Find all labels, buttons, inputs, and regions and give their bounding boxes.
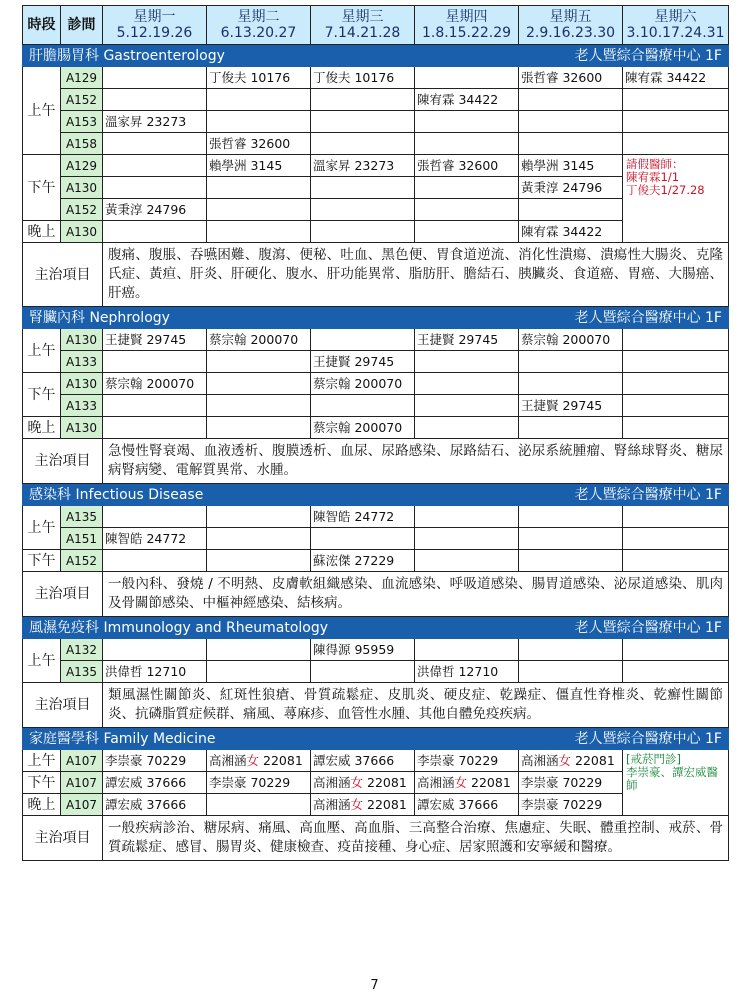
- main-items-text: 一般疾病診治、糖尿病、痛風、高血壓、高血脂、三高整合治療、焦慮症、失眠、體重控制、戒菸、骨質疏鬆症、感冒、腸胃炎、健康檢查、疫苗接種、身心症、居家照護和安寧緩和醫療。: [103, 816, 729, 861]
- slot-cell: 黃秉淳 24796: [103, 199, 207, 221]
- period-cell: 晚上: [23, 417, 61, 439]
- room-cell: A133: [61, 351, 103, 373]
- main-items-row: [23, 816, 729, 861]
- slot-cell: 王捷賢 29745: [311, 351, 415, 373]
- room-cell: A153: [61, 111, 103, 133]
- room-cell: A152: [61, 199, 103, 221]
- room-cell: A152: [61, 89, 103, 111]
- dept-location: 老人暨綜合醫療中心 1F: [574, 486, 722, 503]
- room-cell: A130: [61, 221, 103, 243]
- main-items-row: [23, 439, 729, 484]
- main-items-label: 主治項目: [23, 683, 103, 728]
- slot-cell: [519, 89, 623, 111]
- table-row: [23, 111, 729, 133]
- table-row: [23, 133, 729, 155]
- room-cell: A107: [61, 772, 103, 794]
- slot-cell: [415, 528, 519, 550]
- slot-cell: [103, 351, 207, 373]
- main-items-label: 主治項目: [23, 439, 103, 484]
- slot-cell: 陳宥霖 34422: [623, 67, 729, 89]
- dept-location: 老人暨綜合醫療中心 1F: [574, 309, 722, 326]
- day-header-thu: 星期四 1.8.15.22.29: [415, 6, 519, 45]
- slot-cell: [623, 133, 729, 155]
- slot-cell: [207, 221, 311, 243]
- slot-cell: [103, 177, 207, 199]
- dept-header-nephro: [23, 307, 729, 329]
- slot-cell: [519, 506, 623, 528]
- slot-cell: 賴學洲 3145: [519, 155, 623, 177]
- slot-cell: [415, 395, 519, 417]
- table-row: [23, 373, 729, 395]
- slot-cell: [623, 661, 729, 683]
- slot-cell: [207, 111, 311, 133]
- slot-cell: [207, 506, 311, 528]
- slot-cell: [207, 89, 311, 111]
- period-cell: 下午: [23, 155, 61, 221]
- day-header-sat: 星期六 3.10.17.24.31: [623, 6, 729, 45]
- slot-cell: 高湘涵女 22081: [207, 750, 311, 772]
- slot-cell: 洪偉哲 12710: [415, 661, 519, 683]
- table-row: [23, 395, 729, 417]
- main-items-label: 主治項目: [23, 572, 103, 617]
- slot-cell: [415, 506, 519, 528]
- slot-cell: 陳智皓 24772: [103, 528, 207, 550]
- slot-cell: 高湘涵女 22081: [311, 772, 415, 794]
- slot-cell: [415, 177, 519, 199]
- slot-cell: [311, 528, 415, 550]
- table-row: [23, 506, 729, 528]
- dept-title: 肝膽腸胃科 Gastroenterology: [29, 47, 225, 64]
- slot-cell: [311, 199, 415, 221]
- slot-cell: [207, 373, 311, 395]
- table-row: [23, 550, 729, 572]
- main-items-label: 主治項目: [23, 243, 103, 307]
- slot-cell: [415, 111, 519, 133]
- day-header-tue: 星期二 6.13.20.27: [207, 6, 311, 45]
- table-row: [23, 67, 729, 89]
- slot-cell: 譚宏威 37666: [103, 794, 207, 816]
- main-items-text: 類風濕性關節炎、紅斑性狼瘡、骨質疏鬆症、皮肌炎、硬皮症、乾躁症、僵直性脊椎炎、乾癬性關節炎、抗磷脂質症候群、痛風、蕁麻疹、血管性水腫、其他自體免疫疾病。: [103, 683, 729, 728]
- slot-cell: [207, 351, 311, 373]
- slot-cell: 李崇豪 70229: [207, 772, 311, 794]
- slot-cell: [311, 661, 415, 683]
- period-cell: 下午: [23, 373, 61, 417]
- table-row: [23, 155, 729, 177]
- period-cell: 上午: [23, 639, 61, 683]
- room-cell: A152: [61, 550, 103, 572]
- day-header-fri: 星期五 2.9.16.23.30: [519, 6, 623, 45]
- table-row: [23, 639, 729, 661]
- slot-cell: 譚宏威 37666: [103, 772, 207, 794]
- slot-cell: [519, 550, 623, 572]
- slot-cell: [623, 395, 729, 417]
- slot-cell: 王捷賢 29745: [415, 329, 519, 351]
- slot-cell: [207, 417, 311, 439]
- room-cell: A107: [61, 794, 103, 816]
- period-cell: 下午: [23, 550, 61, 572]
- slot-cell: [415, 550, 519, 572]
- slot-cell: [415, 373, 519, 395]
- slot-cell: [519, 111, 623, 133]
- leave-notice-line: 陳宥霖1/1: [626, 170, 680, 184]
- slot-cell: [103, 133, 207, 155]
- slot-cell: [415, 351, 519, 373]
- dept-header-family: [23, 728, 729, 750]
- slot-cell: 溫家昇 23273: [103, 111, 207, 133]
- slot-cell: [103, 550, 207, 572]
- slot-cell: [311, 111, 415, 133]
- main-items-row: [23, 683, 729, 728]
- slot-cell: [103, 506, 207, 528]
- slot-cell: [519, 373, 623, 395]
- period-header: 時段: [23, 6, 61, 45]
- slot-cell: 李崇豪 70229: [519, 794, 623, 816]
- slot-cell: [519, 639, 623, 661]
- smoking-cessation-doctors: 李崇豪、譚宏威醫師: [626, 765, 718, 792]
- slot-cell: [311, 133, 415, 155]
- slot-cell: [415, 133, 519, 155]
- period-cell: 上午: [23, 750, 61, 772]
- main-items-row: [23, 572, 729, 617]
- leave-notice: [623, 155, 729, 243]
- room-cell: A135: [61, 661, 103, 683]
- slot-cell: 李崇豪 70229: [519, 772, 623, 794]
- slot-cell: 陳得源 95959: [311, 639, 415, 661]
- slot-cell: [519, 199, 623, 221]
- slot-cell: [311, 329, 415, 351]
- dept-location: 老人暨綜合醫療中心 1F: [574, 47, 722, 64]
- slot-cell: [519, 661, 623, 683]
- slot-cell: 王捷賢 29745: [519, 395, 623, 417]
- slot-cell: 蔡宗翰 200070: [103, 373, 207, 395]
- slot-cell: 譚宏威 37666: [311, 750, 415, 772]
- room-cell: A135: [61, 506, 103, 528]
- room-cell: A158: [61, 133, 103, 155]
- slot-cell: 陳宥霖 34422: [519, 221, 623, 243]
- slot-cell: 丁俊夫 10176: [311, 67, 415, 89]
- slot-cell: [207, 639, 311, 661]
- day-header-wed: 星期三 7.14.21.28: [311, 6, 415, 45]
- slot-cell: [623, 550, 729, 572]
- slot-cell: 黃秉淳 24796: [519, 177, 623, 199]
- smoking-cessation-title: [戒菸門診]: [626, 752, 681, 766]
- table-row: [23, 89, 729, 111]
- slot-cell: [519, 351, 623, 373]
- slot-cell: [519, 133, 623, 155]
- slot-cell: [207, 199, 311, 221]
- slot-cell: [103, 155, 207, 177]
- period-cell: 上午: [23, 67, 61, 155]
- slot-cell: 高湘涵女 22081: [519, 750, 623, 772]
- room-cell: A129: [61, 155, 103, 177]
- table-row: [23, 329, 729, 351]
- slot-cell: [415, 67, 519, 89]
- slot-cell: [207, 550, 311, 572]
- period-cell: 上午: [23, 329, 61, 373]
- table-row: [23, 750, 729, 772]
- table-row: [23, 661, 729, 683]
- slot-cell: 蔡宗翰 200070: [311, 417, 415, 439]
- slot-cell: 高湘涵女 22081: [311, 794, 415, 816]
- slot-cell: 陳宥霖 34422: [415, 89, 519, 111]
- dept-header-rheumatology: [23, 617, 729, 639]
- slot-cell: [623, 329, 729, 351]
- slot-cell: [519, 417, 623, 439]
- room-cell: A130: [61, 417, 103, 439]
- slot-cell: [103, 395, 207, 417]
- slot-cell: [207, 177, 311, 199]
- slot-cell: [415, 417, 519, 439]
- slot-cell: 張哲睿 32600: [207, 133, 311, 155]
- slot-cell: 洪偉哲 12710: [103, 661, 207, 683]
- dept-title: 感染科 Infectious Disease: [29, 486, 204, 503]
- dept-title: 風濕免疫科 Immunology and Rheumatology: [29, 619, 329, 636]
- slot-cell: 賴學洲 3145: [207, 155, 311, 177]
- slot-cell: 王捷賢 29745: [103, 329, 207, 351]
- slot-cell: [415, 199, 519, 221]
- slot-cell: 高湘涵女 22081: [415, 772, 519, 794]
- smoking-cessation-notice: [623, 750, 729, 816]
- slot-cell: [103, 639, 207, 661]
- dept-location: 老人暨綜合醫療中心 1F: [574, 730, 722, 747]
- room-cell: A129: [61, 67, 103, 89]
- slot-cell: [103, 221, 207, 243]
- slot-cell: 譚宏威 37666: [415, 794, 519, 816]
- slot-cell: 張哲睿 32600: [519, 67, 623, 89]
- slot-cell: [623, 528, 729, 550]
- slot-cell: [415, 639, 519, 661]
- slot-cell: [103, 417, 207, 439]
- dept-header-infectious: [23, 484, 729, 506]
- slot-cell: 張哲睿 32600: [415, 155, 519, 177]
- slot-cell: [623, 89, 729, 111]
- room-cell: A130: [61, 177, 103, 199]
- room-cell: A130: [61, 373, 103, 395]
- table-row: [23, 351, 729, 373]
- slot-cell: [207, 661, 311, 683]
- period-cell: 下午: [23, 772, 61, 794]
- dept-header-gastro: [23, 45, 729, 67]
- slot-cell: [103, 89, 207, 111]
- page-number: 7: [370, 978, 379, 993]
- dept-location: 老人暨綜合醫療中心 1F: [574, 619, 722, 636]
- dept-title: 腎臟內科 Nephrology: [29, 309, 170, 326]
- slot-cell: 蔡宗翰 200070: [311, 373, 415, 395]
- dept-title: 家庭醫學科 Family Medicine: [29, 730, 216, 747]
- table-row: [23, 528, 729, 550]
- clinic-schedule-table: [22, 5, 729, 861]
- leave-notice-line: 丁俊夫1/27.28: [626, 183, 705, 197]
- main-items-row: [23, 243, 729, 307]
- main-items-text: 腹痛、腹脹、吞嚥困難、腹瀉、便秘、吐血、黑色便、胃食道逆流、消化性潰瘍、潰瘍性大腸炎、克隆氏症、黃疸、肝炎、肝硬化、腹水、肝功能異常、脂肪肝、膽結石、胰臟炎、食道癌、胃癌、大腸癌、肝癌。: [103, 243, 729, 307]
- day-header-mon: 星期一 5.12.19.26: [103, 6, 207, 45]
- slot-cell: [623, 351, 729, 373]
- period-cell: 晚上: [23, 221, 61, 243]
- slot-cell: [311, 89, 415, 111]
- slot-cell: 李崇豪 70229: [103, 750, 207, 772]
- slot-cell: 蔡宗翰 200070: [207, 329, 311, 351]
- period-cell: 上午: [23, 506, 61, 550]
- slot-cell: [623, 373, 729, 395]
- slot-cell: [311, 177, 415, 199]
- slot-cell: [623, 639, 729, 661]
- slot-cell: 蘇浤傑 27229: [311, 550, 415, 572]
- room-header: 診間: [61, 6, 103, 45]
- main-items-text: 急慢性腎衰竭、血液透析、腹膜透析、血尿、尿路感染、尿路結石、泌尿系統腫瘤、腎絲球腎炎、糖尿病腎病變、電解質異常、水腫。: [103, 439, 729, 484]
- room-cell: A107: [61, 750, 103, 772]
- slot-cell: [623, 111, 729, 133]
- room-cell: A133: [61, 395, 103, 417]
- slot-cell: [623, 506, 729, 528]
- room-cell: A132: [61, 639, 103, 661]
- slot-cell: 李崇豪 70229: [415, 750, 519, 772]
- leave-notice-title: 請假醫師：: [626, 157, 684, 171]
- slot-cell: [207, 395, 311, 417]
- period-cell: 晚上: [23, 794, 61, 816]
- room-cell: A151: [61, 528, 103, 550]
- slot-cell: [207, 794, 311, 816]
- slot-cell: 蔡宗翰 200070: [519, 329, 623, 351]
- header-row: [23, 6, 729, 45]
- table-row: [23, 417, 729, 439]
- slot-cell: [415, 221, 519, 243]
- slot-cell: [623, 417, 729, 439]
- slot-cell: [103, 67, 207, 89]
- slot-cell: [311, 395, 415, 417]
- slot-cell: 溫家昇 23273: [311, 155, 415, 177]
- slot-cell: [519, 528, 623, 550]
- slot-cell: [207, 528, 311, 550]
- slot-cell: 丁俊夫 10176: [207, 67, 311, 89]
- room-cell: A130: [61, 329, 103, 351]
- main-items-text: 一般內科、發燒 / 不明熱、皮膚軟組織感染、血流感染、呼吸道感染、腸胃道感染、泌尿道感染、肌肉及骨關節感染、中樞神經感染、結核病。: [103, 572, 729, 617]
- main-items-label: 主治項目: [23, 816, 103, 861]
- slot-cell: 陳智皓 24772: [311, 506, 415, 528]
- slot-cell: [311, 221, 415, 243]
